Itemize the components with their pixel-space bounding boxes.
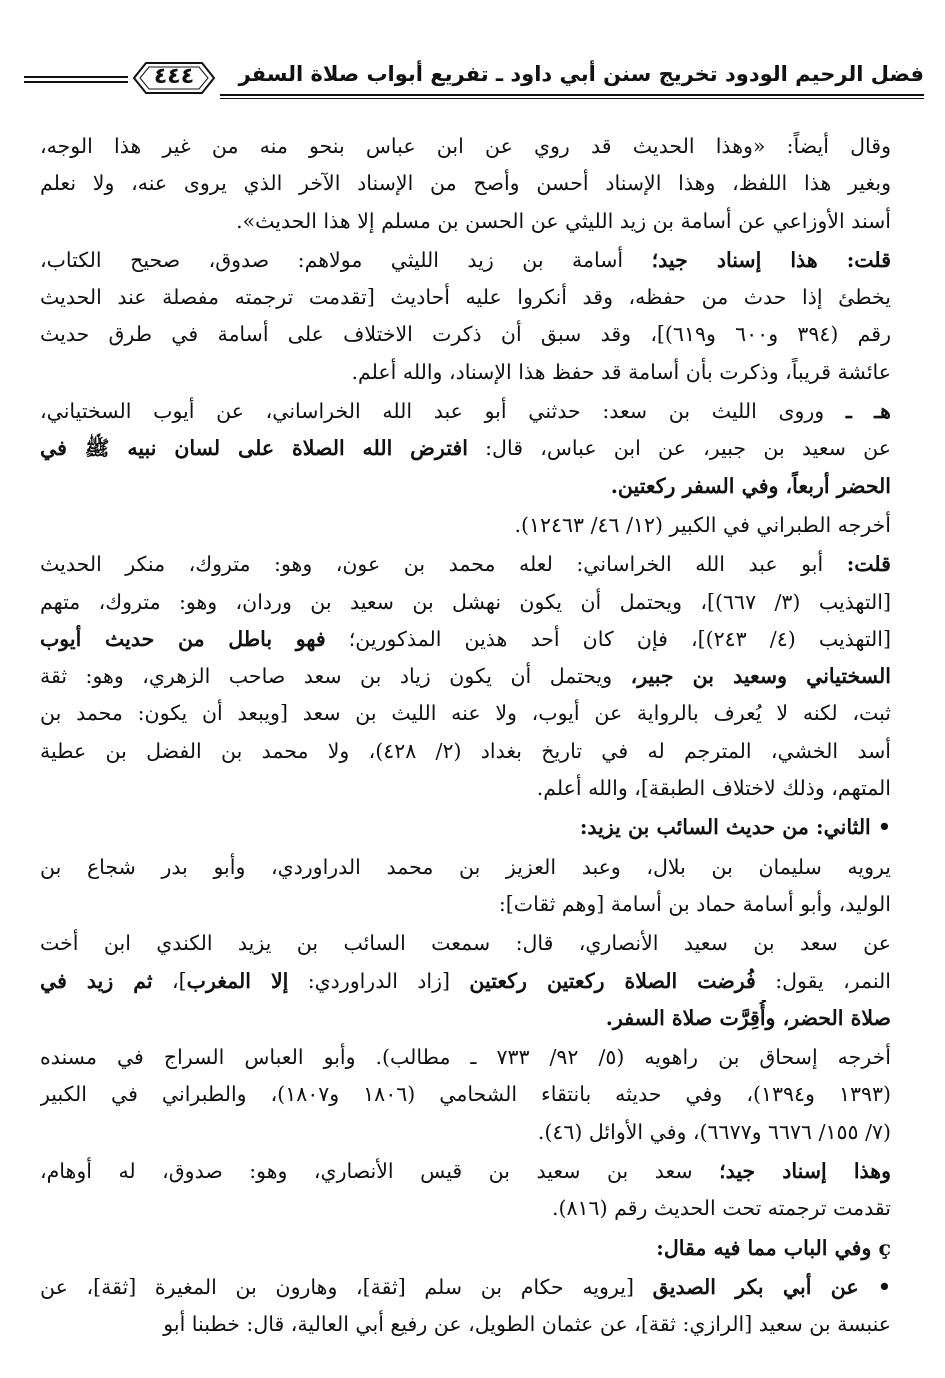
text-line	[40, 1190, 891, 1227]
text-line	[40, 354, 891, 391]
text-line	[40, 886, 891, 923]
bold-text: ثم زيد في	[40, 968, 153, 993]
text-line	[40, 203, 891, 240]
paragraph	[40, 128, 891, 240]
text-line	[40, 925, 891, 962]
paragraph	[40, 546, 891, 807]
running-header	[24, 56, 924, 100]
text-line	[40, 507, 891, 544]
text: أسامة بن زيد الليثي مولاهم: صدوق، صحيح الكتاب،	[40, 247, 652, 272]
text: أسند الأوزاعي عن أسامة بن زيد الليثي عن الحسن بن مسلم إلا هذا الحديث».	[236, 208, 891, 233]
bold-text: فُرضت الصلاة ركعتين ركعتين	[469, 968, 756, 993]
text-line	[40, 1039, 891, 1076]
page-number-frame	[132, 60, 216, 96]
paragraph	[40, 1230, 891, 1267]
header-rule	[220, 94, 924, 99]
text: الوليد، وأبو أسامة حماد بن أسامة [وهم ثقات]:	[498, 891, 891, 916]
header-title: فضل الرحيم الودود تخريج سنن أبي داود ـ تفريع أبواب صلاة السفر	[238, 62, 924, 86]
paragraph	[40, 925, 891, 1037]
text-line	[40, 1000, 891, 1037]
paragraph	[40, 849, 891, 924]
text-line	[40, 963, 891, 1000]
text: (٧/ ١٥٥/ ٦٦٧٦ و٦٦٧٧)، وفي الأوائل (٤٦).	[537, 1119, 891, 1144]
text: عن سعد بن سعيد الأنصاري، قال: سمعت السائب بن يزيد الكندي ابن أخت	[40, 931, 891, 956]
text-line	[40, 733, 891, 770]
text-line	[40, 1076, 891, 1113]
text: عنبسة بن سعيد [الرازي: ثقة]، عن عثمان الطويل، عن رفيع أبي العالية، قال: خطبنا أبو	[163, 1312, 891, 1337]
text-line	[40, 393, 891, 430]
paragraph	[40, 1269, 891, 1344]
text: وروى الليث بن سعد: حدثني أبو عبد الله الخراساني، عن أيوب السختياني،	[40, 399, 846, 424]
text: [التهذيب (٤/ ٢٤٣)]، فإن كان أحد هذين المذكورين؛	[325, 626, 891, 651]
text-line	[40, 1230, 891, 1267]
text-line	[40, 1114, 891, 1151]
bold-text: هـ ـ	[845, 399, 891, 424]
text-line	[40, 546, 891, 583]
text-line	[40, 165, 891, 202]
text: سعد بن سعيد بن قيس الأنصاري، وهو: صدوق، له أوهام،	[40, 1159, 720, 1184]
page-number: ٤٤٤	[153, 64, 195, 89]
paragraph	[40, 1039, 891, 1151]
text: ثبت، لكنه لا يُعرف بالرواية عن أيوب، ولا عنه الليث بن سعد [ويبعد أن يكون: محمد بن	[40, 701, 891, 726]
text: النمر، يقول:	[755, 968, 891, 993]
text: أخرجه إسحاق بن راهويه (٥/ ٩٢/ ٧٣٣ ـ مطالب). وأبو العباس السراج في مسنده	[40, 1045, 891, 1070]
bold-text: افترض الله الصلاة على لسان نبيه ﷺ في	[40, 436, 468, 461]
paragraph	[40, 1153, 891, 1228]
paragraph	[40, 393, 891, 505]
text: (١٣٩٣ و١٣٩٤)، وفي حديثه بانتقاء الشحامي (١٨٠٦ و١٨٠٧)، والطبراني في الكبير	[40, 1082, 891, 1107]
text-line	[40, 849, 891, 886]
paragraph	[40, 809, 891, 846]
text: تقدمت ترجمته تحت الحديث رقم (٨١٦).	[552, 1196, 891, 1221]
text: ويحتمل أن يكون زياد بن سعد صاحب الزهري، وهو: ثقة	[40, 664, 631, 689]
text: عائشة قريباً، وذكرت بأن أسامة قد حفظ هذا الإسناد، والله أعلم.	[351, 359, 891, 384]
bold-text: • عن أبي بكر الصديق	[652, 1274, 891, 1299]
bold-text: فهو باطل من حديث أيوب	[40, 626, 326, 651]
text: أبو عبد الله الخراساني: لعله محمد بن عون، وهو: متروك، منكر الحديث	[40, 552, 847, 577]
paragraph	[40, 507, 891, 544]
body-text	[40, 128, 891, 1344]
text-line	[40, 584, 891, 621]
text-line	[40, 316, 891, 353]
text: أخرجه الطبراني في الكبير (١٢/ ٤٦/ ١٢٤٦٣).	[514, 512, 891, 537]
bold-text: قلت:	[846, 552, 891, 577]
text: رقم (٣٩٤ و٦٠٠ و٦١٩)]، وقد سبق أن ذكرت الاختلاف على أسامة في طرق حديث	[40, 322, 891, 347]
text: أسد الخشي، المترجم له في تاريخ بغداد (٢/ ٤٢٨)، ولا محمد بن الفضل بن عطية	[40, 738, 891, 763]
bold-text: ç وفي الباب مما فيه مقال:	[656, 1235, 891, 1260]
text-line	[40, 430, 891, 467]
text-line	[40, 128, 891, 165]
text-line	[40, 1153, 891, 1190]
text-line	[40, 809, 891, 846]
text-line	[40, 770, 891, 807]
text-line	[40, 1269, 891, 1306]
text: وقال أيضاً: «وهذا الحديث قد روي عن ابن عباس بنحو منه من غير هذا الوجه،	[40, 134, 891, 158]
text: المتهم، وذلك لاختلاف الطبقة]، والله أعلم.	[536, 776, 891, 801]
bold-text: • الثاني: من حديث السائب بن يزيد:	[579, 815, 891, 840]
text-line	[40, 621, 891, 658]
bold-text: السختياني وسعيد بن جبير،	[630, 664, 891, 689]
text: عن سعيد بن جبير، عن ابن عباس، قال:	[467, 436, 891, 461]
bold-text: صلاة الحضر، وأُقِرَّت صلاة السفر.	[605, 1005, 891, 1030]
bold-text: إلا المغرب	[186, 968, 289, 993]
paragraph	[40, 242, 891, 391]
text-line	[40, 658, 891, 695]
text-line	[40, 695, 891, 732]
text-line	[40, 1306, 891, 1343]
bold-text: وهذا إسناد جيد؛	[719, 1159, 891, 1184]
text: وبغير هذا اللفظ، وهذا الإسناد أحسن وأصح من الإسناد الآخر الذي يروى عنه، ولا نعلم	[40, 171, 891, 196]
text: [يرويه حكام بن سلم [ثقة]، وهارون بن المغيرة [ثقة]، عن	[40, 1274, 653, 1299]
header-rule-left	[24, 76, 128, 83]
text-line	[40, 242, 891, 279]
text-line	[40, 468, 891, 505]
text: ]،	[152, 968, 187, 993]
bold-text: قلت: هذا إسناد جيد؛	[651, 247, 891, 272]
text: [زاد الدراوردي:	[288, 968, 470, 993]
text: [التهذيب (٣/ ٦٦٧)]، ويحتمل أن يكون نهشل بن سعيد بن وردان، وهو: متروك، متهم	[40, 589, 891, 614]
text-line	[40, 279, 891, 316]
text: يخطئ إذا حدث من حفظه، وقد أنكروا عليه أحاديث [تقدمت ترجمته مفصلة عند الحديث	[40, 285, 891, 310]
bold-text: الحضر أربعاً، وفي السفر ركعتين.	[610, 473, 891, 498]
text: يرويه سليمان بن بلال، وعبد العزيز بن محمد الدراوردي، وأبو بدر شجاع بن	[40, 854, 891, 879]
